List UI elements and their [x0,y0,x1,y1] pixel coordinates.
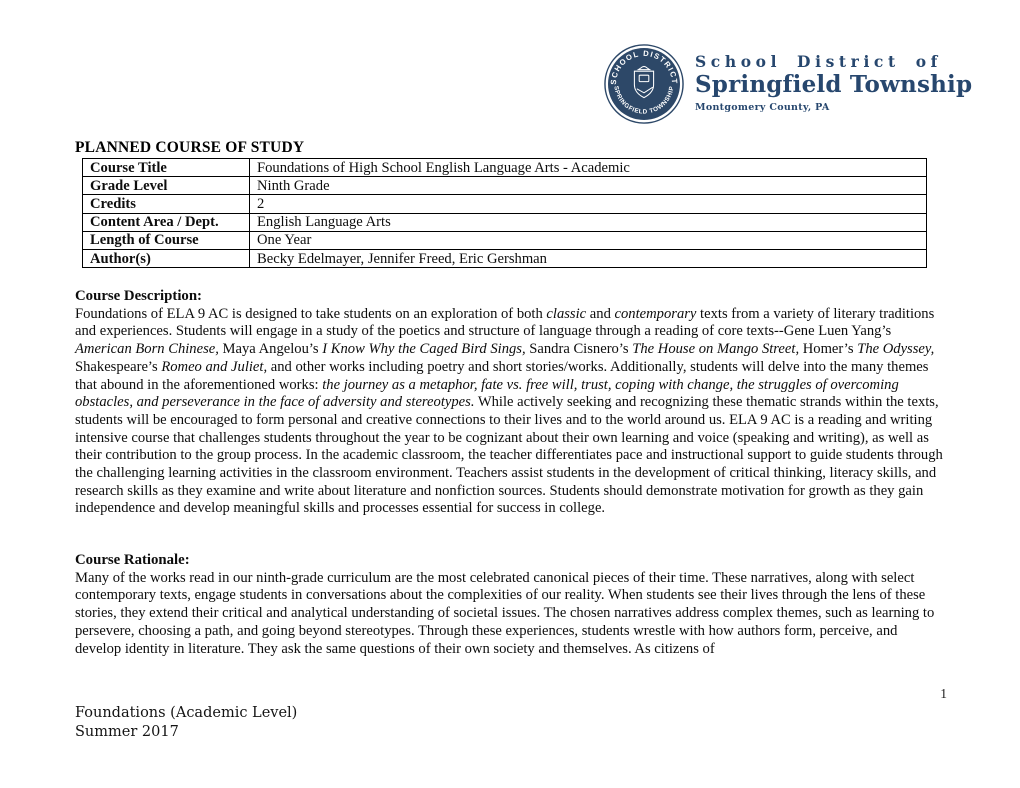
course-description-section [75,288,947,518]
wordmark-line2: Springfield Township [695,71,973,98]
table-row [83,249,927,267]
wordmark-tagline: Montgomery County, PA [695,102,830,113]
row-value: Becky Edelmayer, Jennifer Freed, Eric Gershman [250,249,927,267]
row-label: Grade Level [83,177,250,195]
table-row [83,177,927,195]
seal-bottom-text: SPRINGFIELD TOWNSHIP [612,85,676,116]
table-row [83,231,927,249]
course-description-heading: Course Description: [75,288,202,304]
row-value: One Year [250,231,927,249]
seal-top-text: SCHOOL DISTRICT [608,48,680,86]
row-label: Course Title [83,159,250,177]
row-label: Author(s) [83,249,250,267]
row-value: Foundations of High School English Language Arts - Academic [250,159,927,177]
page-number: 1 [940,686,947,701]
table-row [83,213,927,231]
wordmark-line1: School District of [695,52,942,71]
course-rationale-heading: Course Rationale: [75,552,190,568]
row-value: 2 [250,195,927,213]
table-row [83,195,927,213]
district-wordmark [695,44,972,113]
page-title: PLANNED COURSE OF STUDY [75,139,305,156]
row-label: Content Area / Dept. [83,213,250,231]
row-label: Length of Course [83,231,250,249]
course-description-text: Foundations of ELA 9 AC is designed to take students on an exploration of both classic and contemporary texts from a variety of literary traditions and experiences. Students will engage in a study of the poetics and structure of language through a reading of core texts--Gene Luen Yang’s American Born Chinese, Maya Angelou’s I Know Why the Caged Bird Sings, Sandra Cisnero’s The House on Mango Street, Homer’s The Odyssey, Shakespeare’s Romeo and Juliet, and other works including poetry and short stories/works. Additionally, students will delve into the many themes that abound in the aforementioned works: the journey as a metaphor, fate vs. free will, trust, coping with change, the struggles of overcoming obstacles, and perseverance in the face of adversity and stereotypes. While actively seeking and recognizing these thematic strands within the texts, students will be encouraged to form personal and creative connections to their lives and to the world around us. ELA 9 AC is a reading and writing intensive course that challenges students throughout the year to be cognizant about their own learning and voice (speaking and writing), as well as their contribution to the group process. In the academic classroom, the teacher differentiates pace and instructional support to guide students through the challenging learning activities in the classroom environment. Teachers assist students in the development of critical thinking, literacy skills, and research skills as they examine and write about literature and nonfiction sources. Students should demonstrate motivation for growth as they gain independence and develop meaningful skills and processes essential for success in college. [75,305,943,517]
row-value: Ninth Grade [250,177,927,195]
row-label: Credits [83,195,250,213]
course-rationale-section [75,552,947,658]
footer-term: Summer 2017 [75,723,179,740]
row-value: English Language Arts [250,213,927,231]
page-footer [75,704,297,741]
course-rationale-text: Many of the works read in our ninth-grade curriculum are the most celebrated canonical pieces of their time. These narratives, along with select contemporary texts, engage students in conversations about the complexities of our reality. When students see their lives through the lens of these stories, they extend their critical and analytical understanding of societal issues. The chosen narratives address complex themes, such as learning to persevere, choosing a path, and going beyond stereotypes. Through these experiences, students wrestle with how authors form, perceive, and develop identity in literature. They ask the same questions of their own society and themselves. As citizens of [75,569,935,657]
table-row [83,159,927,177]
footer-course-name: Foundations (Academic Level) [75,705,298,721]
district-seal-icon [604,44,684,124]
course-info-table [82,158,927,268]
district-logo [604,44,972,124]
